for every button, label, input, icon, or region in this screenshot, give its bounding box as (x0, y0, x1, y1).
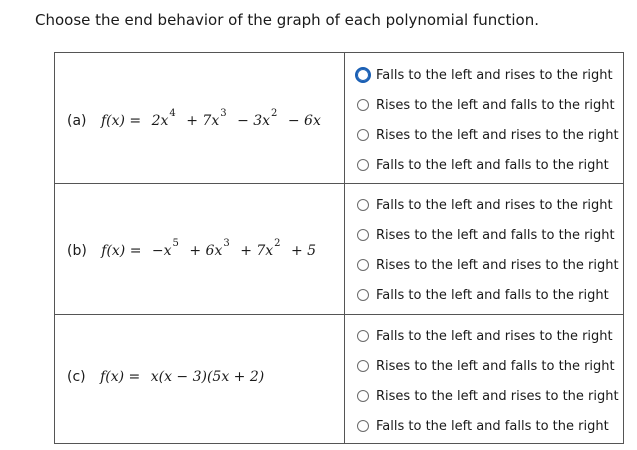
radio-button[interactable] (357, 99, 369, 111)
function-cell (55, 184, 345, 314)
term: + 5 (291, 243, 317, 259)
option-label: Rises to the left and falls to the right (376, 227, 615, 243)
option-label: Rises to the left and rises to the right (376, 388, 619, 404)
radio-button[interactable] (357, 289, 369, 301)
radio-button[interactable] (355, 67, 371, 83)
radio-button[interactable] (357, 390, 369, 402)
option-falls-left-rises-right[interactable] (357, 65, 613, 85)
option-label: Rises to the left and rises to the right (376, 127, 619, 143)
function-lhs: f(x) = (101, 243, 142, 259)
exponent: 3 (220, 108, 227, 119)
option-label: Rises to the left and rises to the right (376, 257, 619, 273)
radio-button[interactable] (357, 330, 369, 342)
problem-label: (b) (67, 243, 87, 259)
options-cell (345, 315, 623, 444)
term: + 7x (240, 243, 274, 259)
option-falls-left-falls-right[interactable] (357, 285, 609, 305)
term: x(x − 3)(5x + 2) (150, 369, 265, 385)
option-label: Falls to the left and falls to the right (376, 287, 609, 303)
term: −x (151, 243, 172, 259)
radio-button[interactable] (357, 229, 369, 241)
exponent: 3 (223, 238, 230, 249)
function-lhs: f(x) = (100, 369, 141, 385)
problem-row-c (55, 314, 623, 444)
term: − 6x (287, 113, 321, 129)
function-expression (67, 238, 317, 259)
exponent: 2 (271, 108, 278, 119)
option-rises-left-falls-right[interactable] (357, 225, 615, 245)
option-falls-left-falls-right[interactable] (357, 155, 609, 175)
options-cell (345, 184, 623, 314)
problem-label: (c) (67, 369, 86, 385)
function-cell (55, 315, 345, 444)
function-cell (55, 53, 345, 183)
exponent: 4 (169, 108, 176, 119)
option-label: Falls to the left and falls to the right (376, 418, 609, 434)
radio-button[interactable] (357, 259, 369, 271)
option-rises-left-rises-right[interactable] (357, 125, 619, 145)
option-label: Falls to the left and rises to the right (376, 67, 613, 83)
option-falls-left-falls-right[interactable] (357, 416, 609, 436)
problem-label: (a) (67, 113, 87, 129)
option-falls-left-rises-right[interactable] (357, 195, 613, 215)
function-lhs: f(x) = (100, 113, 142, 129)
exponent: 2 (274, 238, 281, 249)
term: + 7x (186, 113, 220, 129)
options-cell (345, 53, 623, 183)
option-label: Falls to the left and rises to the right (376, 328, 613, 344)
option-falls-left-rises-right[interactable] (357, 326, 613, 346)
radio-button[interactable] (357, 159, 369, 171)
term: + 6x (189, 243, 223, 259)
exponent: 5 (172, 238, 179, 249)
option-rises-left-rises-right[interactable] (357, 386, 619, 406)
option-rises-left-rises-right[interactable] (357, 255, 619, 275)
instruction-text: Choose the end behavior of the graph of each polynomial function. (35, 11, 539, 29)
option-rises-left-falls-right[interactable] (357, 356, 615, 376)
answer-table (54, 52, 624, 444)
function-expression (67, 108, 321, 129)
term: 2x (151, 113, 169, 129)
function-expression (67, 369, 264, 385)
radio-button[interactable] (357, 129, 369, 141)
term: − 3x (237, 113, 271, 129)
radio-button[interactable] (357, 420, 369, 432)
option-label: Falls to the left and rises to the right (376, 197, 613, 213)
option-label: Falls to the left and falls to the right (376, 157, 609, 173)
problem-row-a (55, 53, 623, 183)
option-label: Rises to the left and falls to the right (376, 97, 615, 113)
radio-button[interactable] (357, 360, 369, 372)
option-rises-left-falls-right[interactable] (357, 95, 615, 115)
radio-button[interactable] (357, 199, 369, 211)
problem-row-b (55, 183, 623, 314)
option-label: Rises to the left and falls to the right (376, 358, 615, 374)
